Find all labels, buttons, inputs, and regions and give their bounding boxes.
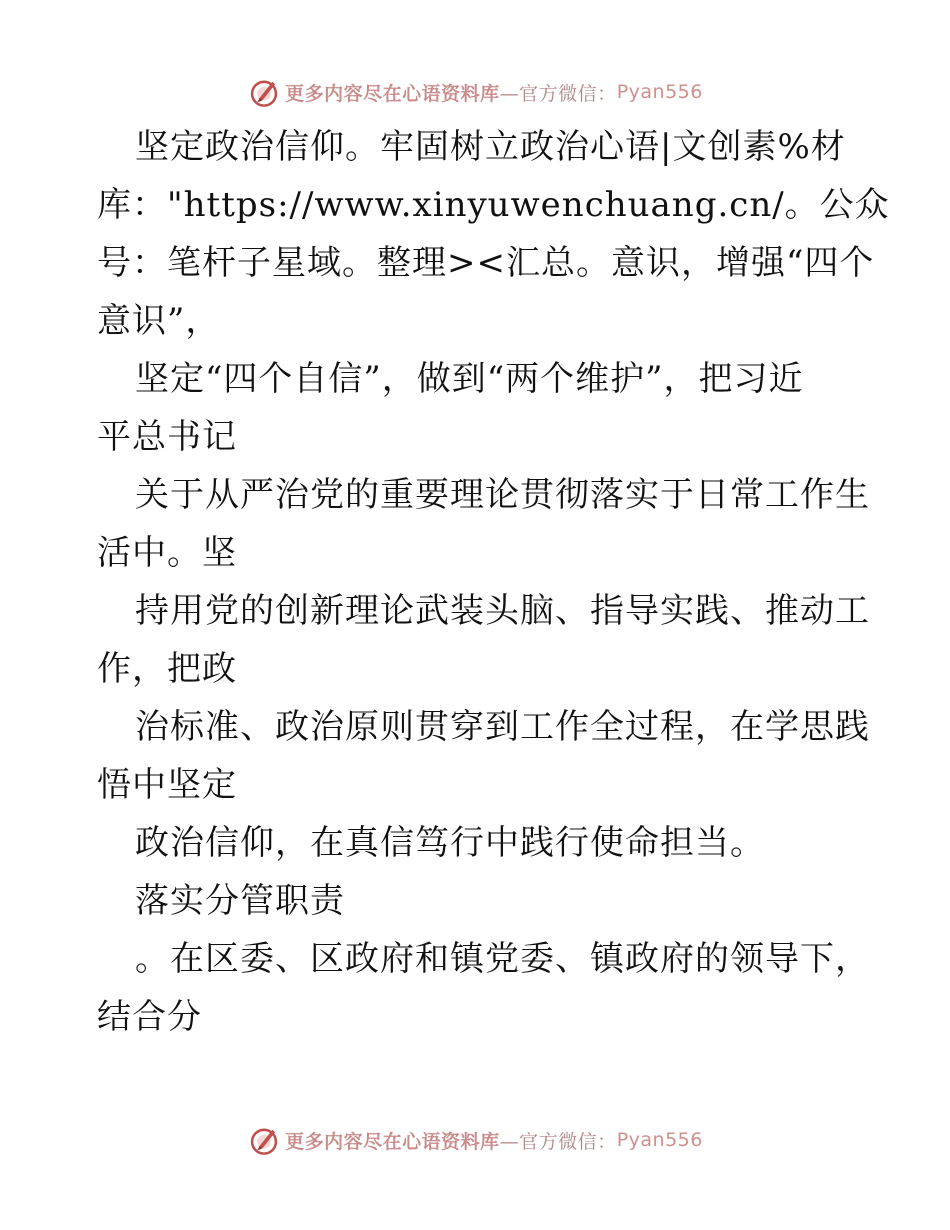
watermark-footer <box>0 1120 950 1160</box>
text-line: 持用党的创新理论武装头脑、指导实践、推动工 <box>135 591 870 631</box>
text-line: 坚定“四个自信”，做到“两个维护”，把习近 <box>135 359 804 399</box>
text-line: 库："https://www.xinyuwenchuang.cn/。公众 <box>97 185 890 225</box>
text-line: 。在区委、区政府和镇党委、镇政府的领导下， <box>135 939 870 979</box>
watermark-main-text: 更多内容尽在心语资料库 <box>285 1130 500 1153</box>
text-line: 意识”， <box>97 301 221 341</box>
text-line: 悟中坚定 <box>97 765 237 805</box>
brush-logo-icon <box>247 75 281 109</box>
brush-logo-icon <box>247 1123 281 1157</box>
watermark-main-text: 更多内容尽在心语资料库 <box>285 82 500 105</box>
text-line: 活中。坚 <box>97 533 237 573</box>
text-line: 落实分管职责 <box>135 881 345 921</box>
text-line: 作，把政 <box>97 649 237 689</box>
text-line: 治标准、政治原则贯穿到工作全过程，在学思践 <box>135 707 870 747</box>
text-line: 结合分 <box>97 997 202 1037</box>
watermark-header <box>0 72 950 112</box>
watermark-separator-text: —官方微信： <box>499 1130 617 1153</box>
text-line: 政治信仰，在真信笃行中践行使命担当。 <box>135 823 765 863</box>
text-line: 平总书记 <box>97 417 237 457</box>
watermark-wechat-id: Pyan556 <box>616 81 703 103</box>
watermark-separator-text: —官方微信： <box>499 82 617 105</box>
document-body <box>97 118 890 1046</box>
watermark-wechat-id: Pyan556 <box>616 1129 703 1151</box>
text-line: 号：笔杆子星域。整理><汇总。意识，增强“四个 <box>97 243 875 283</box>
text-line: 关于从严治党的重要理论贯彻落实于日常工作生 <box>135 475 870 515</box>
text-line: 坚定政治信仰。牢固树立政治心语|文创素%材 <box>135 127 846 167</box>
